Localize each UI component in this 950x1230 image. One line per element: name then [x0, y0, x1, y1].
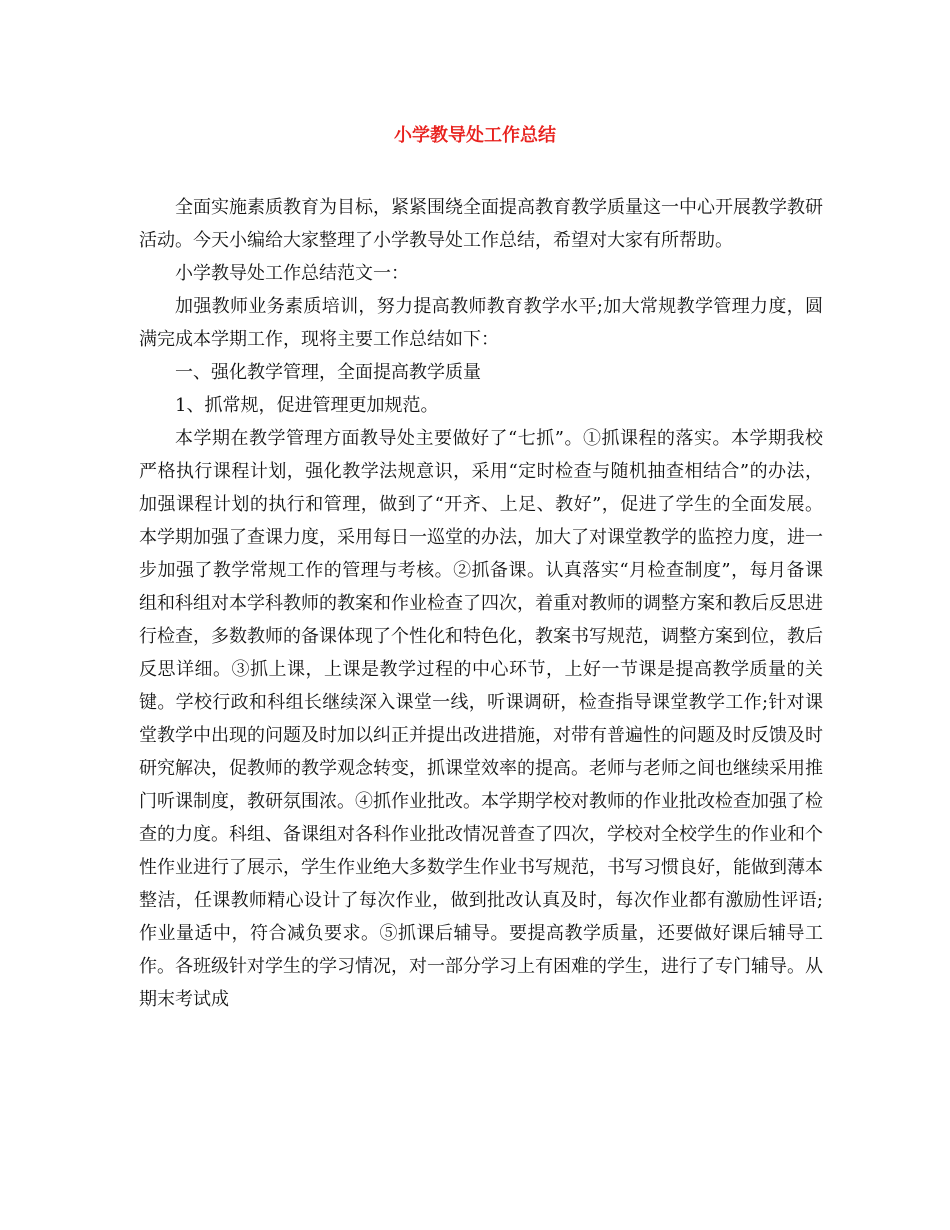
paragraph-sample-heading: 小学教导处工作总结范文一： [175, 263, 409, 284]
page-title: 小学教导处工作总结 [394, 125, 556, 146]
paragraph-main: 本学期在教学管理方面教导处主要做好了“七抓”。①抓课程的落实。本学期我校严格执行课程计划，强化教学法规意识，采用“定时检查与随机抽查相结合”的办法，加强课程计划的执行和管理，做到了“开齐、上足、教好”，促进了学生的全面发展。本学期加强了查课力度，采用每日一巡堂的办法，加大了对课堂教学的监控力度，进一步加强了教学常规工作的管理与考核。②抓备课。认真落实“月检查制度”，每月备课组和科组对本学科教师的教案和作业检查了四次，着重对教师的调整方案和教后反思进行检查，多数教师的备课体现了个性化和特色化，教案书写规范，调整方案到位，教后反思详细。③抓上课，上课是教学过程的中心环节，上好一节课是提高教学质量的关键。学校行政和科组长继续深入课堂一线，听课调研，检查指导课堂教学工作;针对课堂教学中出现的问题及时加以纠正并提出改进措施，对带有普遍性的问题及时反馈及时研究解决，促教师的教学观念转变，抓课堂效率的提高。老师与老师之间也继续采用推门听课制度，教研氛围浓。④抓作业批改。本学期学校对教师的作业批改检查加强了检查的力度。科组、备课组对各科作业批改情况普查了四次，学校对全校学生的作业和个性作业进行了展示，学生作业绝大多数学生作业书写规范，书写习惯良好，能做到薄本整洁，任课教师精心设计了每次作业，做到批改认真及时，每次作业都有激励性评语;作业量适中，符合减负要求。⑤抓课后辅导。要提高教学质量，还要做好课后辅导工作。各班级针对学生的学习情况，对一部分学习上有困难的学生，进行了专门辅导。从期末考试成 [139, 428, 823, 1010]
paragraph-summary: 加强教师业务素质培训，努力提高教师教育教学水平;加大常规教学管理力度，圆满完成本学期工作，现将主要工作总结如下： [139, 296, 823, 350]
section-heading: 一、强化教学管理，全面提高教学质量 [175, 362, 481, 383]
document-body [139, 191, 823, 1016]
paragraph-intro: 全面实施素质教育为目标，紧紧围绕全面提高教育教学质量这一中心开展教学教研活动。今天小编给大家整理了小学教导处工作总结，希望对大家有所帮助。 [139, 197, 823, 251]
subsection-heading: 1、抓常规，促进管理更加规范。 [175, 395, 439, 416]
